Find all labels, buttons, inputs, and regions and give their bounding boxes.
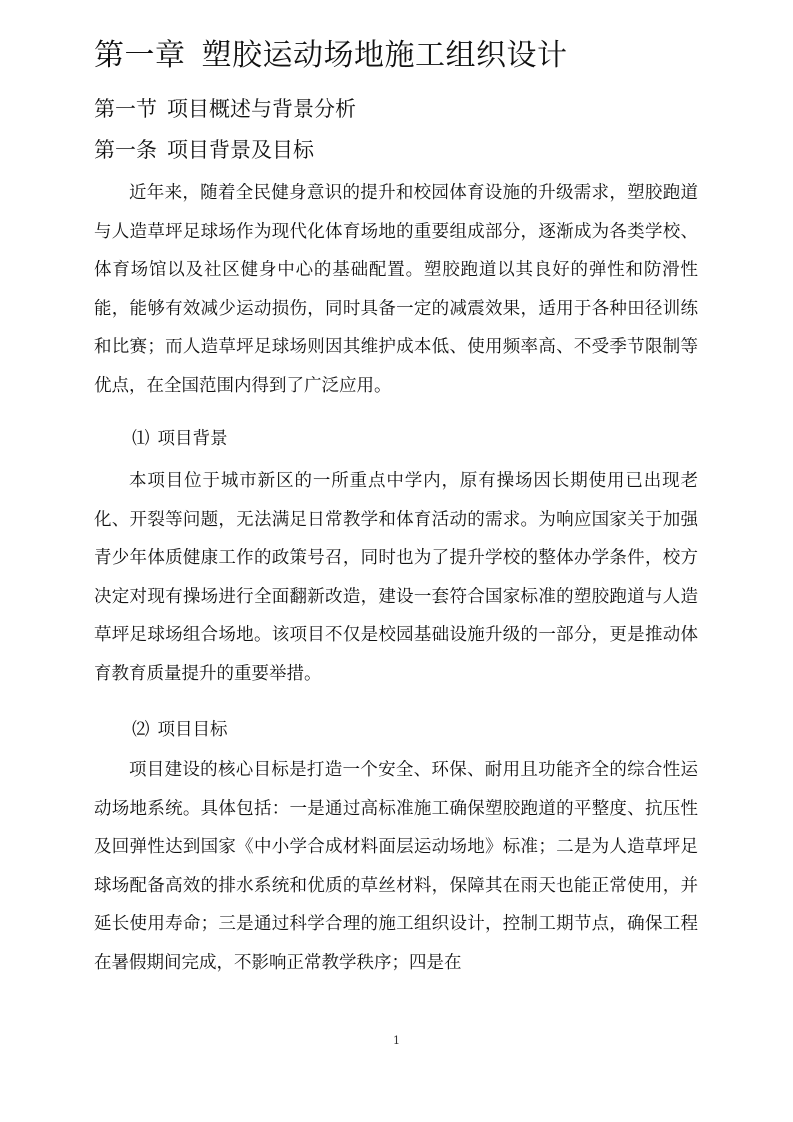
chapter-number: 第一章 xyxy=(94,38,186,73)
chapter-title-text: 塑胶运动场地施工组织设计 xyxy=(201,38,568,73)
subheading-background-number: ⑴ xyxy=(132,429,150,449)
article-title-text: 项目背景及目标 xyxy=(167,138,314,162)
section-title-text: 项目概述与背景分析 xyxy=(167,97,356,121)
chapter-title xyxy=(94,34,568,78)
goals-paragraph: 项目建设的核心目标是打造一个安全、环保、耐用且功能齐全的综合性运动场地系统。具体包括：一是通过高标准施工确保塑胶跑道的平整度、抗压性及回弹性达到国家《中小学合成材料面层运动场地》标准；二是为人造草坪足球场配备高效的排水系统和优质的草丝材料，保障其在雨天也能正常使用，并延长使用寿命；三是通过科学合理的施工组织设计，控制工期节点，确保工程在暑假期间完成，不影响正常教学秩序；四是在 xyxy=(94,760,698,973)
subheading-background-title: 项目背景 xyxy=(157,429,228,449)
subheading-goals xyxy=(132,715,228,745)
subheading-goals-title: 项目目标 xyxy=(157,720,228,740)
subheading-goals-number: ⑵ xyxy=(132,720,150,740)
article-title xyxy=(94,135,314,165)
background-paragraph: 本项目位于城市新区的一所重点中学内，原有操场因长期使用已出现老化、开裂等问题，无法满足日常教学和体育活动的需求。为响应国家关于加强青少年体质健康工作的政策号召，同时也为了提升学校的整体办学条件，校方决定对现有操场进行全面翻新改造，建设一套符合国家标准的塑胶跑道与人造草坪足球场组合场地。该项目不仅是校园基础设施升级的一部分，更是推动体育教育质量提升的重要举措。 xyxy=(94,471,698,684)
intro-paragraph: 近年来，随着全民健身意识的提升和校园体育设施的升级需求，塑胶跑道与人造草坪足球场作为现代化体育场地的重要组成部分，逐渐成为各类学校、体育场馆以及社区健身中心的基础配置。塑胶跑道以其良好的弹性和防滑性能，能够有效减少运动损伤，同时具备一定的减震效果，适用于各种田径训练和比赛；而人造草坪足球场则因其维护成本低、使用频率高、不受季节限制等优点，在全国范围内得到了广泛应用。 xyxy=(94,183,698,396)
section-title xyxy=(94,94,356,124)
section-number: 第一节 xyxy=(94,97,157,121)
subheading-background xyxy=(132,424,228,454)
page-number: 1 xyxy=(393,1034,400,1047)
article-number: 第一条 xyxy=(94,138,157,162)
